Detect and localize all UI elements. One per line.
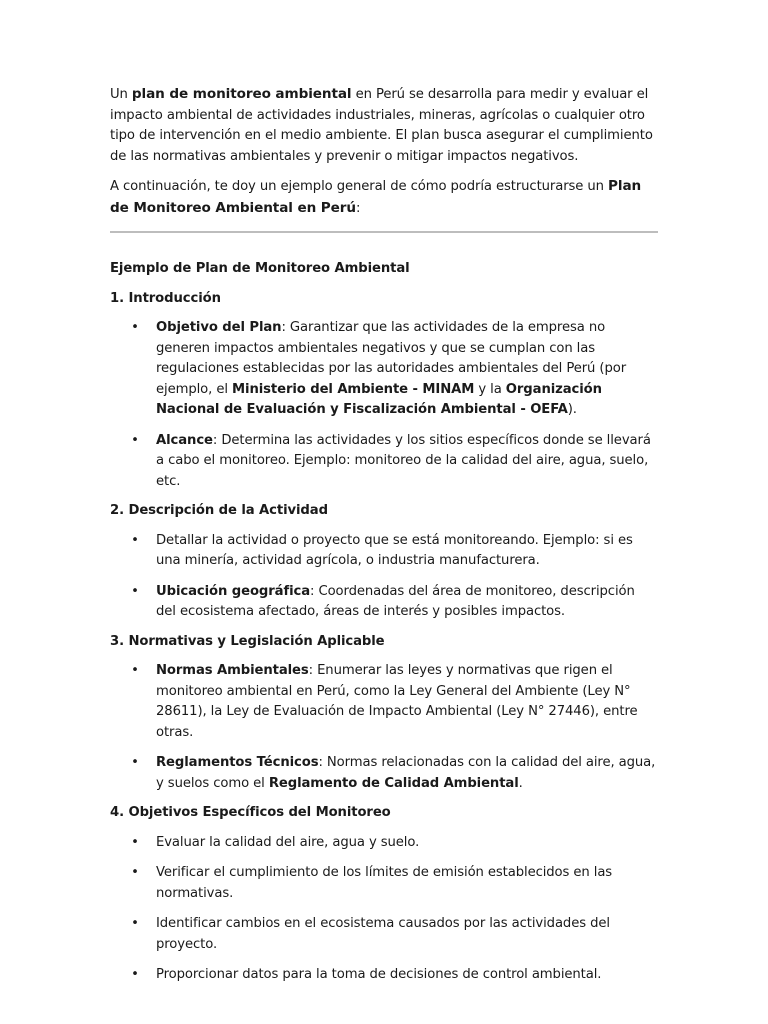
list-item: • Detallar la actividad o proyecto que se está monitoreando. Ejemplo: si es una minería, actividad agrícola, o industria manufacturera. xyxy=(131,532,633,568)
section-heading: 4. Objetivos Específicos del Monitoreo xyxy=(110,805,391,820)
document-body xyxy=(110,84,658,986)
bullet-icon: • xyxy=(131,916,139,931)
intro-bold-term: plan de monitoreo ambiental xyxy=(131,86,352,102)
bullet-icon: • xyxy=(131,967,139,982)
bullet-icon: • xyxy=(131,432,139,448)
bullet-list xyxy=(110,833,658,986)
document-title: Ejemplo de Plan de Monitoreo Ambiental xyxy=(110,261,410,276)
list-item: • Alcance: Determina las actividades y los sitios específicos donde se llevará a cabo el monitoreo. Ejemplo: monitoreo de la calidad del aire, agua, suelo, etc. xyxy=(131,432,651,489)
intro-plan-title: Plan de Monitoreo Ambiental en Perú xyxy=(110,178,642,216)
bullet-list xyxy=(110,661,658,794)
list-item: • Evaluar la calidad del aire, agua y suelo. xyxy=(110,833,658,854)
list-item: • Identificar cambios en el ecosistema causados por las actividades del proyecto. xyxy=(131,916,610,952)
section-heading: 1. Introducción xyxy=(110,290,221,306)
list-item: • Objetivo del Plan: Garantizar que las actividades de la empresa no generen impactos ambientales negativos y que se cumplan con las regulaciones establecidas por las autoridades ambientales del Perú (por ejemplo, el Ministerio del Ambiente - MINAM y la Organización Nacional de Evaluación y Fiscalización Ambiental - OEFA). xyxy=(131,320,627,417)
section-heading: 3. Normativas y Legislación Aplicable xyxy=(110,633,385,649)
bullet-list xyxy=(110,531,658,623)
bullet-icon: • xyxy=(131,320,139,335)
bullet-icon: • xyxy=(131,755,139,770)
list-item: • Proporcionar datos para la toma de decisiones de control ambiental. xyxy=(110,965,658,986)
list-item: • Normas Ambientales: Enumerar las leyes y normativas que rigen el monitoreo ambiental en Perú, como la Ley General del Ambiente (Ley N° 28611), la Ley de Evaluación de Impacto Ambiental (Ley N° 27446), entre otras. xyxy=(131,663,638,740)
list-item: • Verificar el cumplimiento de los límites de emisión establecidos en las normativas. xyxy=(131,865,613,901)
bullet-icon: • xyxy=(131,865,139,880)
bullet-icon: • xyxy=(131,663,139,678)
intro-lead-in: A continuación, te doy un ejemplo general de cómo podría estructurarse un Plan de Monitoreo Ambiental en Perú: xyxy=(110,178,642,216)
bullet-list xyxy=(110,318,658,492)
bullet-icon: • xyxy=(131,583,139,599)
bullet-icon: • xyxy=(131,834,139,850)
horizontal-rule xyxy=(110,231,658,233)
list-item: • Ubicación geográfica: Coordenadas del área de monitoreo, descripción del ecosistema afectado, áreas de interés y posibles impactos. xyxy=(131,583,635,619)
bullet-icon: • xyxy=(131,532,139,548)
section-heading: 2. Descripción de la Actividad xyxy=(110,503,328,518)
list-item: • Reglamentos Técnicos: Normas relacionadas con la calidad del aire, agua, y suelos como el Reglamento de Calidad Ambiental. xyxy=(131,755,656,791)
intro-paragraph: Un plan de monitoreo ambiental en Perú se desarrolla para medir y evaluar el impacto ambiental de actividades industriales, mineras, agrícolas o cualquier otro tipo de intervención en el medio ambiente. El plan busca asegurar el cumplimiento de las normativas ambientales y prevenir o mitigar impactos negativos. xyxy=(110,86,653,164)
